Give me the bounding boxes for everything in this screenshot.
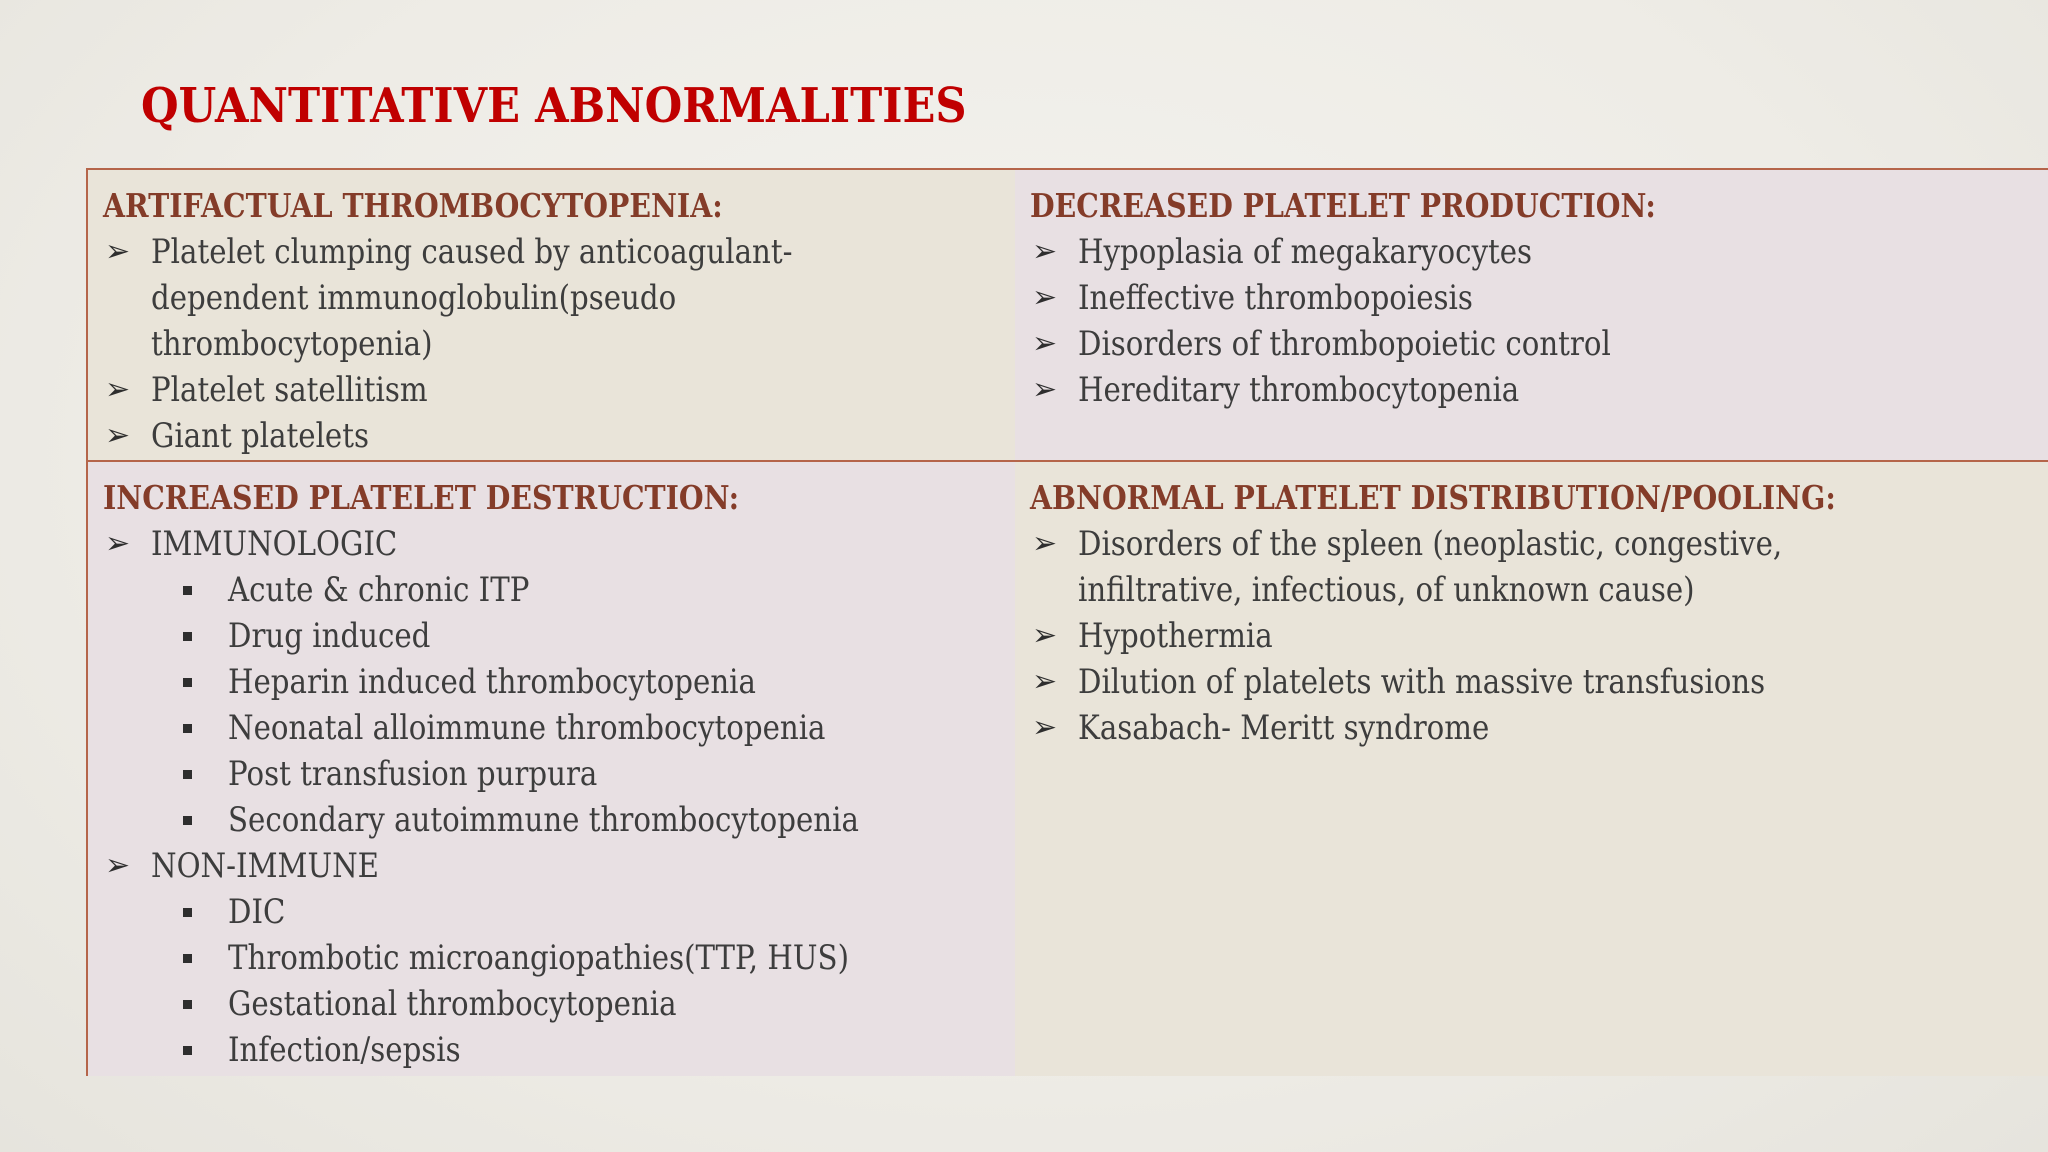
arrow-bullet-icon: ➢ <box>105 418 131 453</box>
slide-title: QUANTITATIVE ABNORMALITIES <box>141 78 967 134</box>
list-item <box>103 1027 1000 1073</box>
arrow-bullet-icon: ➢ <box>1032 372 1058 407</box>
abnormal-list <box>1030 521 2033 751</box>
arrow-bullet-icon: ➢ <box>105 372 131 407</box>
list-item-text: Hereditary thrombocytopenia <box>1078 370 1520 410</box>
nonimmune-label: NON-IMMUNE <box>151 846 380 886</box>
arrow-bullet-icon: ➢ <box>1032 664 1058 699</box>
nonimmune-sublist <box>151 889 1000 1073</box>
arrow-bullet-icon: ➢ <box>1032 280 1058 315</box>
list-item-text: Dilution of platelets with massive transfusions <box>1078 662 1766 702</box>
square-bullet-icon <box>183 816 192 825</box>
square-bullet-icon <box>183 908 192 917</box>
list-item <box>1030 613 2033 659</box>
list-item-text: Post transfusion purpura <box>228 754 598 794</box>
list-item <box>103 889 1000 935</box>
list-item <box>1030 705 2033 751</box>
decreased-cell <box>1015 170 2048 462</box>
arrow-bullet-icon: ➢ <box>1032 326 1058 361</box>
list-item <box>103 229 1000 367</box>
decreased-list <box>1030 229 2033 413</box>
list-item-text: Hypothermia <box>1078 616 1273 656</box>
list-item <box>1030 275 2033 321</box>
arrow-bullet-icon: ➢ <box>105 234 131 269</box>
arrow-bullet-icon: ➢ <box>1032 710 1058 745</box>
list-item-text: Disorders of the spleen (neoplastic, congestive, <box>1078 524 1783 564</box>
arrow-bullet-icon: ➢ <box>1032 618 1058 653</box>
list-item-text: Kasabach- Meritt syndrome <box>1078 708 1490 748</box>
list-item-text: Secondary autoimmune thrombocytopenia <box>228 800 859 840</box>
square-bullet-icon <box>183 1000 192 1009</box>
square-bullet-icon <box>183 770 192 779</box>
square-bullet-icon <box>183 724 192 733</box>
arrow-bullet-icon: ➢ <box>105 526 131 561</box>
list-item <box>103 705 1000 751</box>
square-bullet-icon <box>183 1046 192 1055</box>
list-item <box>103 613 1000 659</box>
list-item <box>1030 367 2033 413</box>
list-item-text: Ineffective thrombopoiesis <box>1078 278 1473 318</box>
list-item <box>103 659 1000 705</box>
list-item <box>103 981 1000 1027</box>
square-bullet-icon <box>183 678 192 687</box>
arrow-bullet-icon: ➢ <box>105 848 131 883</box>
square-bullet-icon <box>183 954 192 963</box>
square-bullet-icon <box>183 632 192 641</box>
list-item-text: Neonatal alloimmune thrombocytopenia <box>228 708 826 748</box>
list-item <box>103 367 1000 413</box>
arrow-bullet-icon: ➢ <box>1032 526 1058 561</box>
list-item <box>1030 321 2033 367</box>
list-item-text: Gestational thrombocytopenia <box>228 984 677 1024</box>
list-item <box>1030 659 2033 705</box>
abnormal-heading: ABNORMAL PLATELET DISTRIBUTION/POOLING: <box>1030 478 1836 517</box>
immunologic-label: IMMUNOLOGIC <box>151 524 398 564</box>
list-item-text: Heparin induced thrombocytopenia <box>228 662 756 702</box>
list-item-text: Infection/sepsis <box>228 1030 461 1070</box>
list-item <box>103 521 1000 843</box>
arrow-bullet-icon: ➢ <box>1032 234 1058 269</box>
content-table <box>86 168 2048 1076</box>
list-item-text: Giant platelets <box>151 416 369 456</box>
artifactual-list <box>103 229 1000 459</box>
artifactual-cell <box>88 170 1015 462</box>
increased-heading: INCREASED PLATELET DESTRUCTION: <box>103 478 740 517</box>
list-item-text: dependent immunoglobulin(pseudo <box>151 278 677 318</box>
square-bullet-icon <box>183 586 192 595</box>
list-item <box>103 567 1000 613</box>
list-item-text: Thrombotic microangiopathies(TTP, HUS) <box>228 938 849 978</box>
list-item <box>103 935 1000 981</box>
list-item-text: thrombocytopenia) <box>151 324 433 364</box>
list-item-text: Drug induced <box>228 616 431 656</box>
increased-cell <box>88 462 1015 1076</box>
list-item <box>1030 521 2033 613</box>
decreased-heading: DECREASED PLATELET PRODUCTION: <box>1030 186 1656 225</box>
list-item-text: DIC <box>228 892 286 932</box>
list-item <box>103 843 1000 1073</box>
list-item <box>1030 229 2033 275</box>
list-item-text: Platelet satellitism <box>151 370 428 410</box>
list-item <box>103 413 1000 459</box>
list-item-text: Disorders of thrombopoietic control <box>1078 324 1611 364</box>
list-item-text: infiltrative, infectious, of unknown cause) <box>1078 570 1695 610</box>
list-item <box>103 751 1000 797</box>
list-item-text: Platelet clumping caused by anticoagulant- <box>151 232 793 272</box>
immunologic-sublist <box>151 567 1000 843</box>
list-item-text: Hypoplasia of megakaryocytes <box>1078 232 1533 272</box>
list-item-text: Acute & chronic ITP <box>228 570 530 610</box>
increased-list <box>103 521 1000 1073</box>
abnormal-cell <box>1015 462 2048 1076</box>
artifactual-heading: ARTIFACTUAL THROMBOCYTOPENIA: <box>103 186 723 225</box>
list-item <box>103 797 1000 843</box>
